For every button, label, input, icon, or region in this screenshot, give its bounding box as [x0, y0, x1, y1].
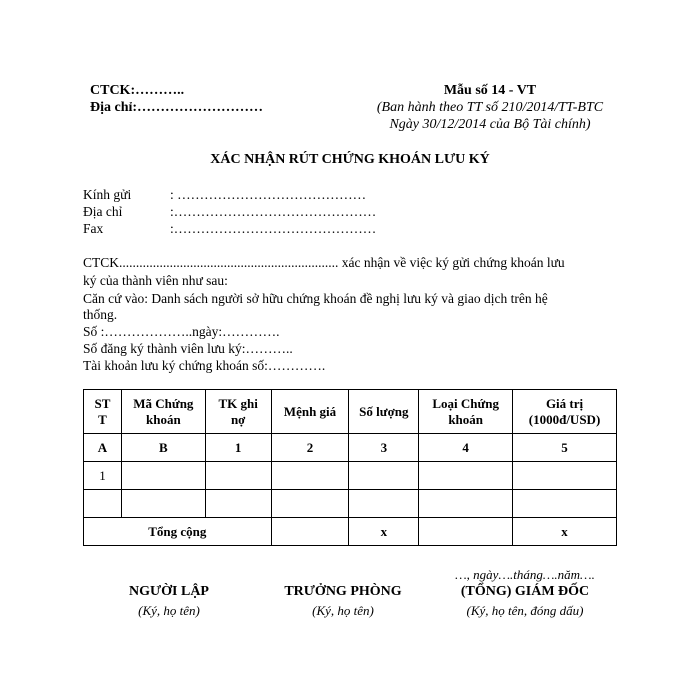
body-line-4: thống.	[83, 307, 118, 322]
col-header-stt	[84, 390, 122, 434]
table-cell	[419, 490, 513, 518]
table-header-row	[84, 390, 617, 434]
total-quantity-cell: x	[349, 518, 419, 546]
col-header-type-text: Loại Chứng khoán	[432, 395, 499, 427]
index-cell: A	[84, 434, 122, 462]
col-header-stt-text: ST T	[94, 395, 111, 427]
index-cell: 1	[205, 434, 271, 462]
table-cell	[349, 490, 419, 518]
table-row	[84, 490, 617, 518]
signature-head	[243, 584, 443, 619]
table-total-row	[84, 518, 617, 546]
index-cell: 5	[513, 434, 617, 462]
signature-preparer	[69, 584, 269, 619]
director-note: (Ký, họ tên, đóng dấu)	[466, 603, 584, 618]
securities-table	[83, 389, 617, 546]
recipient-address-value: :………………………………………	[170, 204, 377, 219]
col-header-value-text: Giá trị (1000đ/USD)	[528, 395, 601, 427]
table-row	[84, 462, 617, 490]
recipient-label: Kính gửi	[83, 187, 132, 202]
recipient-address-label: Địa chỉ	[83, 204, 123, 219]
table-cell	[419, 518, 513, 546]
col-header-type	[419, 390, 513, 434]
address-field: Địa chỉ:………………………	[90, 100, 264, 115]
table-cell	[271, 518, 349, 546]
table-index-row	[84, 434, 617, 462]
index-cell: B	[121, 434, 205, 462]
col-header-code	[121, 390, 205, 434]
body-line-3: Căn cứ vào: Danh sách người sở hữu chứng khoán đề nghị lưu ký và giao dịch trên hệ	[83, 291, 548, 306]
issued-by-line-2: Ngày 30/12/2014 của Bộ Tài chính)	[389, 117, 591, 132]
head-title: TRƯỞNG PHÒNG	[284, 584, 402, 599]
depository-member-number: Số đăng ký thành viên lưu ký:………..	[83, 341, 293, 356]
preparer-note: (Ký, họ tên)	[138, 603, 200, 618]
col-header-par-value-text: Mệnh giá	[283, 403, 337, 419]
company-field: CTCK:………..	[90, 83, 185, 98]
preparer-title: NGƯỜI LẬP	[129, 584, 209, 599]
index-cell: 3	[349, 434, 419, 462]
col-header-par-value	[271, 390, 349, 434]
issued-by-line-1: (Ban hành theo TT số 210/2014/TT-BTC	[376, 100, 604, 115]
body-line-1: CTCK................................................................. xác nhận về việc ký gửi chứng khoán lưu	[83, 255, 565, 270]
total-label-cell: Tổng cộng	[84, 518, 272, 546]
col-header-quantity-text: Số lượng	[359, 403, 409, 419]
table-cell	[121, 490, 205, 518]
col-header-value	[513, 390, 617, 434]
index-cell: 4	[419, 434, 513, 462]
fax-value: :………………………………………	[170, 221, 377, 236]
fax-label: Fax	[83, 221, 104, 236]
table-cell	[513, 490, 617, 518]
col-header-debit-account	[205, 390, 271, 434]
table-cell	[205, 490, 271, 518]
table-cell	[271, 462, 349, 490]
reference-number: Số :………………..ngày:………….	[83, 324, 280, 339]
document-title: XÁC NHẬN RÚT CHỨNG KHOÁN LƯU KÝ	[210, 152, 490, 167]
total-value-cell: x	[513, 518, 617, 546]
table-cell	[84, 490, 122, 518]
index-cell: 2	[271, 434, 349, 462]
table-cell	[419, 462, 513, 490]
recipient-value: : ……………………………………	[170, 187, 367, 202]
col-header-debit-account-text: TK ghi nợ	[218, 395, 258, 427]
depository-account-number: Tài khoản lưu ký chứng khoán số:………….	[83, 358, 326, 373]
signature-date-line: …, ngày….tháng….năm….	[455, 567, 595, 582]
table-cell	[205, 462, 271, 490]
head-note: (Ký, họ tên)	[312, 603, 374, 618]
row-number-cell: 1	[84, 462, 122, 490]
body-line-2: ký của thành viên như sau:	[83, 273, 228, 288]
col-header-code-text: Mã Chứng khoán	[133, 395, 194, 427]
table-cell	[349, 462, 419, 490]
table-cell	[271, 490, 349, 518]
signature-director	[425, 584, 625, 619]
director-title: (TỔNG) GIÁM ĐỐC	[460, 584, 590, 599]
form-number: Mẫu số 14 - VT	[443, 83, 537, 98]
col-header-quantity	[349, 390, 419, 434]
table-cell	[513, 462, 617, 490]
table-cell	[121, 462, 205, 490]
